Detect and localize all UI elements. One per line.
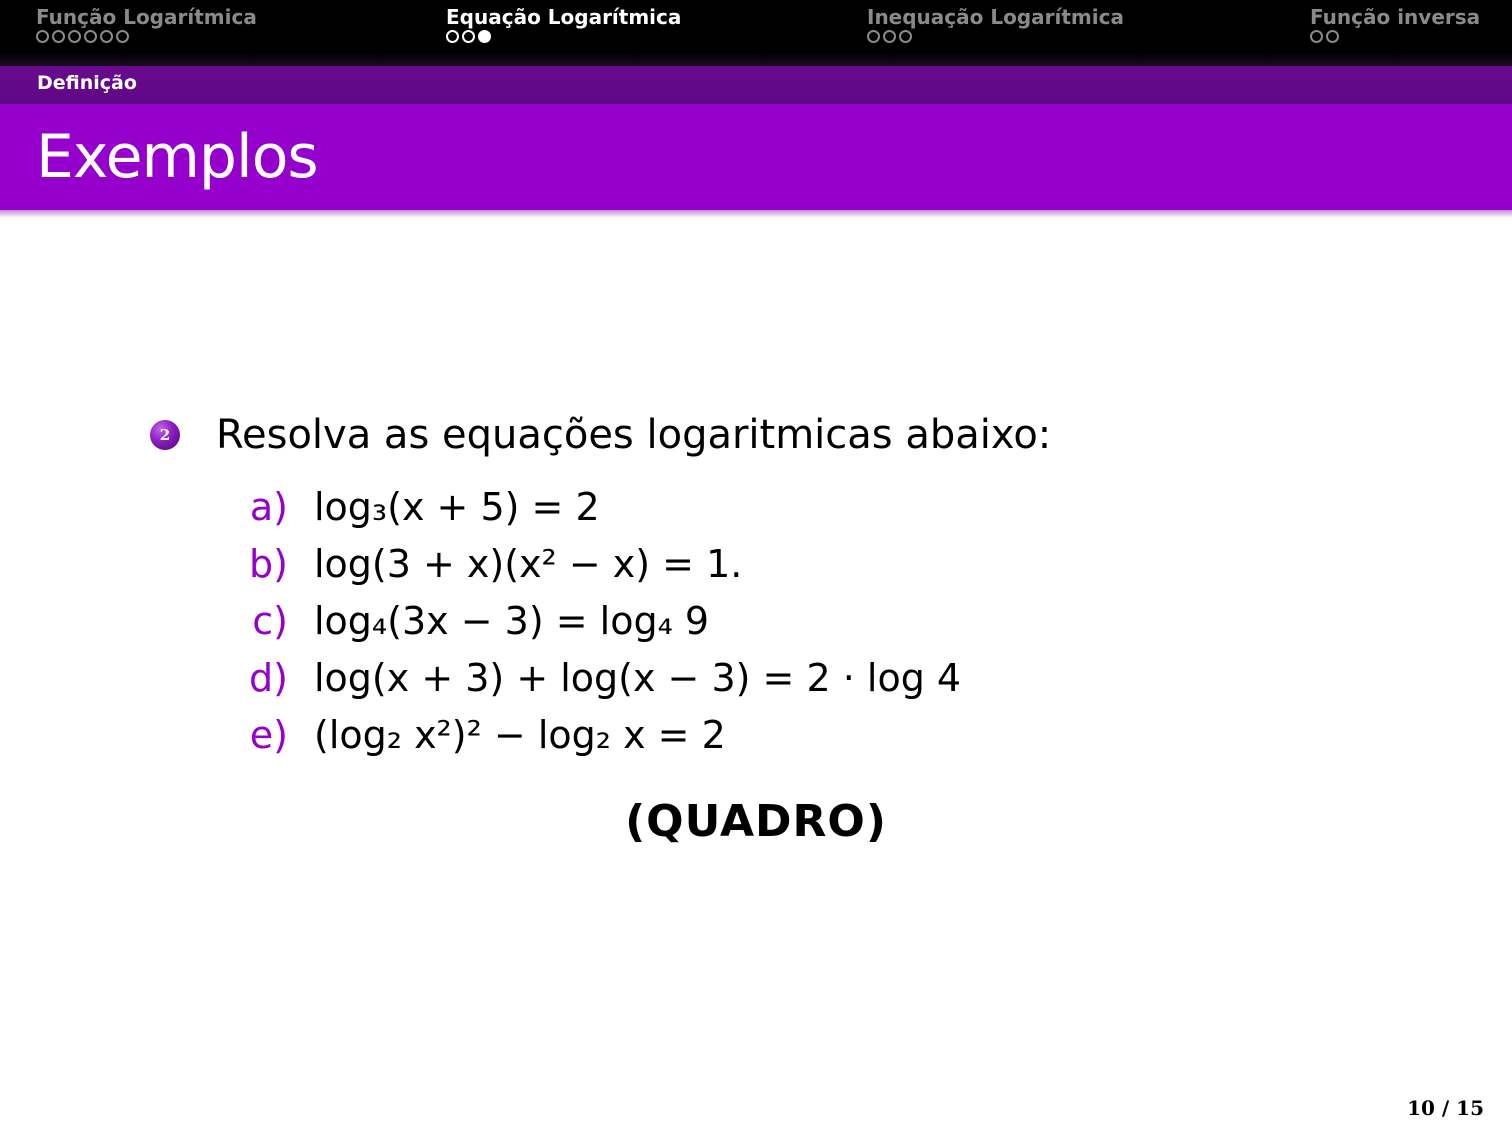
nav-dot[interactable]: [52, 30, 65, 43]
nav-dot[interactable]: [1326, 30, 1339, 43]
board-note: (QUADRO): [625, 796, 887, 847]
nav-dot[interactable]: [883, 30, 896, 43]
equation-label: d): [249, 655, 288, 700]
nav-dot[interactable]: [84, 30, 97, 43]
equation-text: log(3 + x)(x² − x) = 1.: [314, 541, 743, 586]
nav-dot[interactable]: [1310, 30, 1323, 43]
nav-dots: [446, 30, 681, 43]
nav-dot[interactable]: [446, 30, 459, 43]
nav-section-label: Inequação Logarítmica: [867, 5, 1124, 29]
equation-text: (log₂ x²)² − log₂ x = 2: [314, 712, 726, 757]
equation-label: b): [249, 541, 288, 586]
equation-text: log₃(x + 5) = 2: [314, 484, 600, 529]
nav-dot[interactable]: [100, 30, 113, 43]
item-number-ball: 2: [150, 420, 180, 450]
nav-dot[interactable]: [867, 30, 880, 43]
equation-item: [246, 649, 961, 706]
subsection-bar: [0, 66, 1512, 104]
nav-dot[interactable]: [116, 30, 129, 43]
equation-text: log₄(3x − 3) = log₄ 9: [314, 598, 710, 643]
nav-dots: [1310, 30, 1480, 43]
nav-section-label: Equação Logarítmica: [446, 5, 682, 29]
enumerated-item: [150, 412, 1051, 458]
page-number: 10 / 15: [1407, 1096, 1484, 1120]
equation-text: log(x + 3) + log(x − 3) = 2 · log 4: [314, 655, 962, 700]
nav-section-funcao-inversa[interactable]: [1310, 5, 1480, 43]
nav-section-inequacao-logaritmica[interactable]: [867, 5, 1124, 43]
nav-dot-current[interactable]: [478, 30, 491, 43]
equation-list: [246, 478, 961, 763]
nav-section-funcao-logaritmica[interactable]: [36, 5, 257, 43]
equation-label: c): [252, 598, 288, 643]
nav-dots: [36, 30, 257, 43]
frame-title: Exemplos: [36, 122, 318, 192]
equation-item: [246, 478, 961, 535]
equation-item: [246, 592, 961, 649]
nav-dot[interactable]: [36, 30, 49, 43]
section-navigation: [0, 0, 1512, 66]
equation-item: [246, 706, 961, 763]
equation-label: a): [249, 484, 288, 529]
nav-section-label: Função inversa: [1310, 5, 1481, 29]
nav-dots: [867, 30, 1124, 43]
nav-section-label: Função Logarítmica: [36, 5, 257, 29]
nav-section-equacao-logaritmica[interactable]: [446, 5, 681, 43]
nav-dot[interactable]: [899, 30, 912, 43]
equation-item: [246, 535, 961, 592]
frame-title-bar: [0, 104, 1512, 210]
equation-label: e): [249, 712, 288, 757]
subsection-label[interactable]: Definição: [37, 72, 137, 94]
nav-dot[interactable]: [462, 30, 475, 43]
nav-dot[interactable]: [68, 30, 81, 43]
item-text: Resolva as equações logaritmicas abaixo:: [216, 412, 1052, 458]
